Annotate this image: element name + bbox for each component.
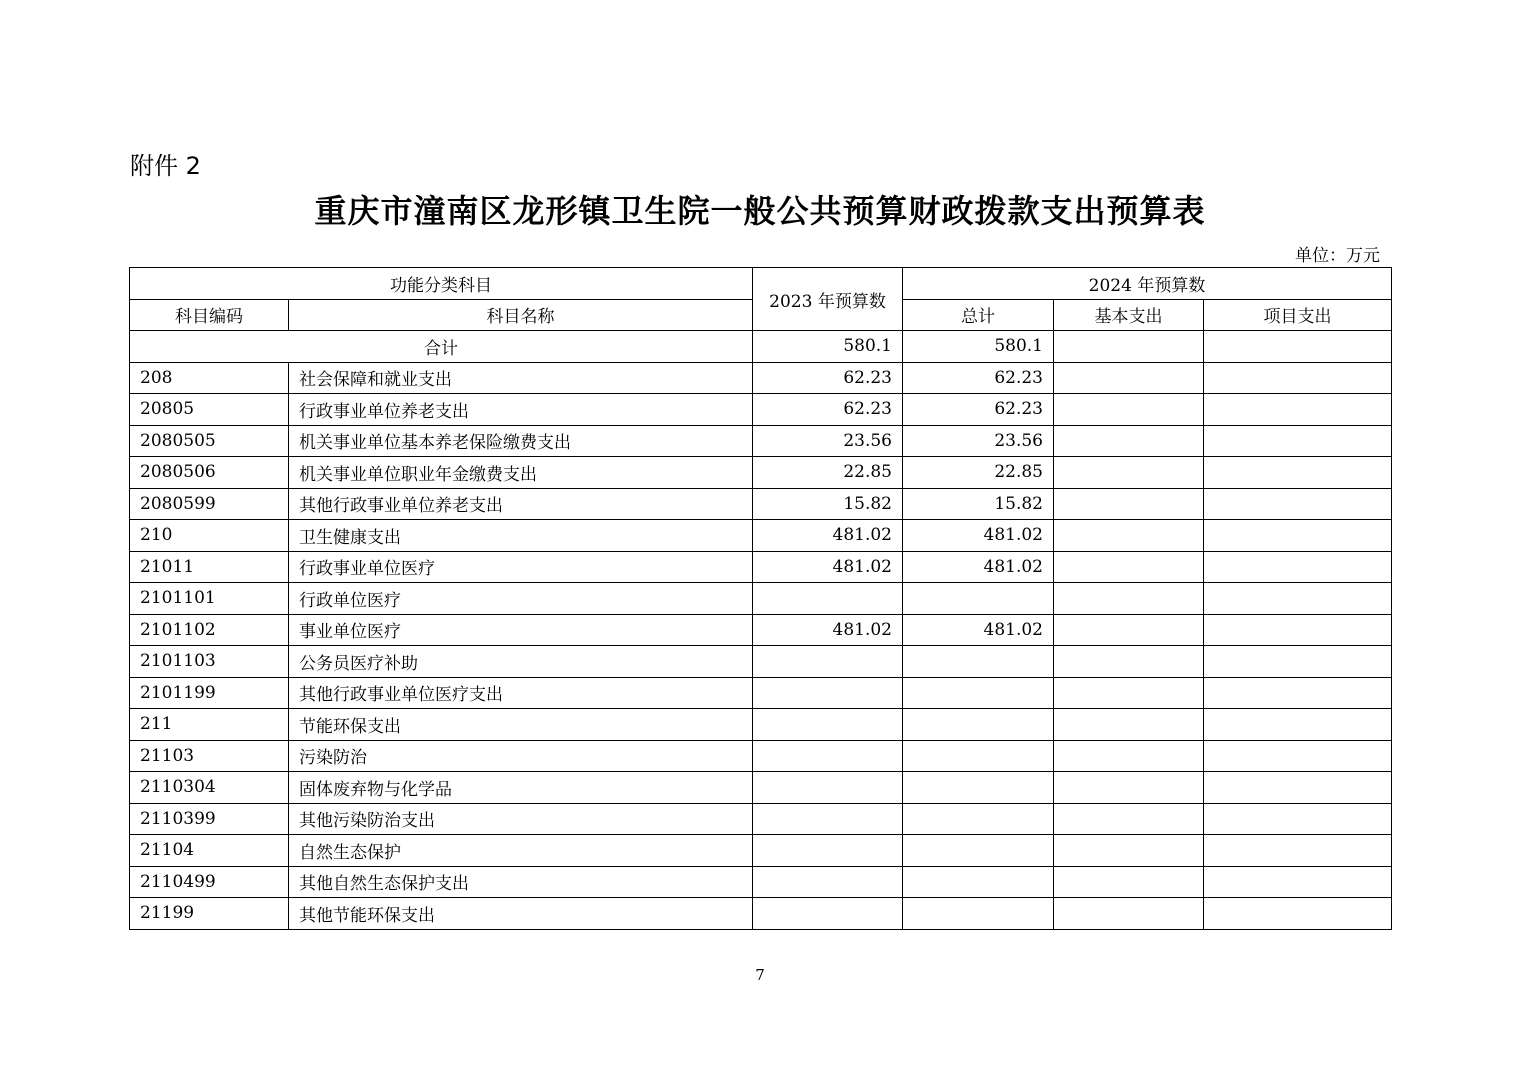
row-name: 卫生健康支出 bbox=[289, 520, 753, 552]
row-2023 bbox=[753, 898, 903, 930]
budget-table bbox=[129, 267, 1392, 930]
row-2024-total bbox=[903, 803, 1054, 835]
total-2024-total: 580.1 bbox=[903, 331, 1054, 363]
header-row-1 bbox=[130, 268, 1392, 300]
row-2023 bbox=[753, 583, 903, 615]
row-2024-project bbox=[1204, 583, 1392, 615]
row-2024-basic bbox=[1054, 583, 1204, 615]
row-2024-project bbox=[1204, 646, 1392, 678]
row-2024-total bbox=[903, 709, 1054, 741]
row-2024-project bbox=[1204, 866, 1392, 898]
row-code: 21103 bbox=[130, 740, 289, 772]
row-2024-basic bbox=[1054, 803, 1204, 835]
row-2023 bbox=[753, 646, 903, 678]
total-label: 合计 bbox=[130, 331, 753, 363]
header-budget-2024: 2024 年预算数 bbox=[903, 268, 1392, 300]
row-code: 2101101 bbox=[130, 583, 289, 615]
row-2024-project bbox=[1204, 835, 1392, 867]
table-row bbox=[130, 551, 1392, 583]
row-2024-basic bbox=[1054, 677, 1204, 709]
header-budget-2023: 2023 年预算数 bbox=[753, 268, 903, 331]
row-name: 污染防治 bbox=[289, 740, 753, 772]
total-2024-basic bbox=[1054, 331, 1204, 363]
row-2024-project bbox=[1204, 677, 1392, 709]
row-2024-total bbox=[903, 740, 1054, 772]
row-2023 bbox=[753, 866, 903, 898]
total-row bbox=[130, 331, 1392, 363]
row-2024-total bbox=[903, 583, 1054, 615]
row-2023: 481.02 bbox=[753, 551, 903, 583]
row-code: 211 bbox=[130, 709, 289, 741]
row-name: 行政事业单位养老支出 bbox=[289, 394, 753, 426]
row-code: 2080505 bbox=[130, 425, 289, 457]
row-name: 其他节能环保支出 bbox=[289, 898, 753, 930]
row-2024-total: 22.85 bbox=[903, 457, 1054, 489]
row-2023 bbox=[753, 835, 903, 867]
table-row bbox=[130, 677, 1392, 709]
row-2024-basic bbox=[1054, 488, 1204, 520]
table-row bbox=[130, 803, 1392, 835]
table-row bbox=[130, 898, 1392, 930]
row-name: 其他污染防治支出 bbox=[289, 803, 753, 835]
row-2024-project bbox=[1204, 898, 1392, 930]
row-2023: 23.56 bbox=[753, 425, 903, 457]
row-2023: 22.85 bbox=[753, 457, 903, 489]
row-2024-basic bbox=[1054, 457, 1204, 489]
row-2024-project bbox=[1204, 772, 1392, 804]
row-2023: 62.23 bbox=[753, 394, 903, 426]
row-2024-total bbox=[903, 677, 1054, 709]
row-code: 2080506 bbox=[130, 457, 289, 489]
header-code: 科目编码 bbox=[130, 299, 289, 331]
row-code: 2110399 bbox=[130, 803, 289, 835]
row-name: 事业单位医疗 bbox=[289, 614, 753, 646]
row-2024-project bbox=[1204, 803, 1392, 835]
row-name: 其他行政事业单位医疗支出 bbox=[289, 677, 753, 709]
table-row bbox=[130, 866, 1392, 898]
row-2024-basic bbox=[1054, 394, 1204, 426]
row-code: 2110499 bbox=[130, 866, 289, 898]
row-name: 机关事业单位职业年金缴费支出 bbox=[289, 457, 753, 489]
row-name: 行政事业单位医疗 bbox=[289, 551, 753, 583]
row-2023: 62.23 bbox=[753, 362, 903, 394]
row-name: 其他自然生态保护支出 bbox=[289, 866, 753, 898]
table-row bbox=[130, 488, 1392, 520]
row-2024-total: 481.02 bbox=[903, 614, 1054, 646]
row-2024-project bbox=[1204, 709, 1392, 741]
row-code: 210 bbox=[130, 520, 289, 552]
row-2023: 15.82 bbox=[753, 488, 903, 520]
row-2024-project bbox=[1204, 425, 1392, 457]
row-2024-basic bbox=[1054, 898, 1204, 930]
row-code: 20805 bbox=[130, 394, 289, 426]
table-row bbox=[130, 772, 1392, 804]
row-2024-project bbox=[1204, 520, 1392, 552]
header-project: 项目支出 bbox=[1204, 299, 1392, 331]
row-name: 行政单位医疗 bbox=[289, 583, 753, 615]
row-2024-total bbox=[903, 898, 1054, 930]
row-2024-basic bbox=[1054, 772, 1204, 804]
table-row bbox=[130, 583, 1392, 615]
row-2024-total: 15.82 bbox=[903, 488, 1054, 520]
table-row bbox=[130, 394, 1392, 426]
row-2024-total bbox=[903, 835, 1054, 867]
table-row bbox=[130, 835, 1392, 867]
row-code: 2080599 bbox=[130, 488, 289, 520]
row-name: 自然生态保护 bbox=[289, 835, 753, 867]
row-2023: 481.02 bbox=[753, 520, 903, 552]
row-name: 社会保障和就业支出 bbox=[289, 362, 753, 394]
row-2023 bbox=[753, 677, 903, 709]
table-row bbox=[130, 646, 1392, 678]
row-2024-basic bbox=[1054, 709, 1204, 741]
row-code: 208 bbox=[130, 362, 289, 394]
row-2024-basic bbox=[1054, 520, 1204, 552]
row-2024-project bbox=[1204, 551, 1392, 583]
row-2024-total bbox=[903, 866, 1054, 898]
table-row bbox=[130, 425, 1392, 457]
row-name: 机关事业单位基本养老保险缴费支出 bbox=[289, 425, 753, 457]
table-row bbox=[130, 740, 1392, 772]
total-2024-project bbox=[1204, 331, 1392, 363]
row-code: 2110304 bbox=[130, 772, 289, 804]
row-2024-project bbox=[1204, 740, 1392, 772]
row-2024-total: 62.23 bbox=[903, 362, 1054, 394]
row-2023 bbox=[753, 772, 903, 804]
row-code: 21104 bbox=[130, 835, 289, 867]
row-name: 固体废弃物与化学品 bbox=[289, 772, 753, 804]
row-2023: 481.02 bbox=[753, 614, 903, 646]
attachment-label: 附件 2 bbox=[130, 152, 201, 180]
row-2024-project bbox=[1204, 457, 1392, 489]
header-total: 总计 bbox=[903, 299, 1054, 331]
row-code: 2101103 bbox=[130, 646, 289, 678]
row-2024-basic bbox=[1054, 551, 1204, 583]
row-2024-total: 62.23 bbox=[903, 394, 1054, 426]
row-2023 bbox=[753, 803, 903, 835]
document-title: 重庆市潼南区龙形镇卫生院一般公共预算财政拨款支出预算表 bbox=[314, 192, 1206, 230]
row-2024-basic bbox=[1054, 835, 1204, 867]
header-functional-category: 功能分类科目 bbox=[130, 268, 753, 300]
row-name: 节能环保支出 bbox=[289, 709, 753, 741]
row-2024-basic bbox=[1054, 866, 1204, 898]
row-2024-project bbox=[1204, 362, 1392, 394]
table-row bbox=[130, 614, 1392, 646]
row-name: 其他行政事业单位养老支出 bbox=[289, 488, 753, 520]
row-2024-basic bbox=[1054, 646, 1204, 678]
row-code: 21199 bbox=[130, 898, 289, 930]
total-2023: 580.1 bbox=[753, 331, 903, 363]
row-2024-project bbox=[1204, 614, 1392, 646]
row-2024-project bbox=[1204, 488, 1392, 520]
header-name: 科目名称 bbox=[289, 299, 753, 331]
table-row bbox=[130, 520, 1392, 552]
row-2024-total: 23.56 bbox=[903, 425, 1054, 457]
header-basic: 基本支出 bbox=[1054, 299, 1204, 331]
row-2024-total: 481.02 bbox=[903, 520, 1054, 552]
row-2024-basic bbox=[1054, 362, 1204, 394]
row-2024-total bbox=[903, 772, 1054, 804]
row-code: 21011 bbox=[130, 551, 289, 583]
row-2024-total bbox=[903, 646, 1054, 678]
page-number: 7 bbox=[755, 966, 765, 984]
row-name: 公务员医疗补助 bbox=[289, 646, 753, 678]
table-row bbox=[130, 457, 1392, 489]
row-2024-total: 481.02 bbox=[903, 551, 1054, 583]
row-code: 2101102 bbox=[130, 614, 289, 646]
row-2024-basic bbox=[1054, 614, 1204, 646]
row-2023 bbox=[753, 709, 903, 741]
table-row bbox=[130, 709, 1392, 741]
row-code: 2101199 bbox=[130, 677, 289, 709]
row-2024-project bbox=[1204, 394, 1392, 426]
row-2024-basic bbox=[1054, 740, 1204, 772]
row-2024-basic bbox=[1054, 425, 1204, 457]
unit-label: 单位：万元 bbox=[1295, 246, 1380, 266]
row-2023 bbox=[753, 740, 903, 772]
table-row bbox=[130, 362, 1392, 394]
